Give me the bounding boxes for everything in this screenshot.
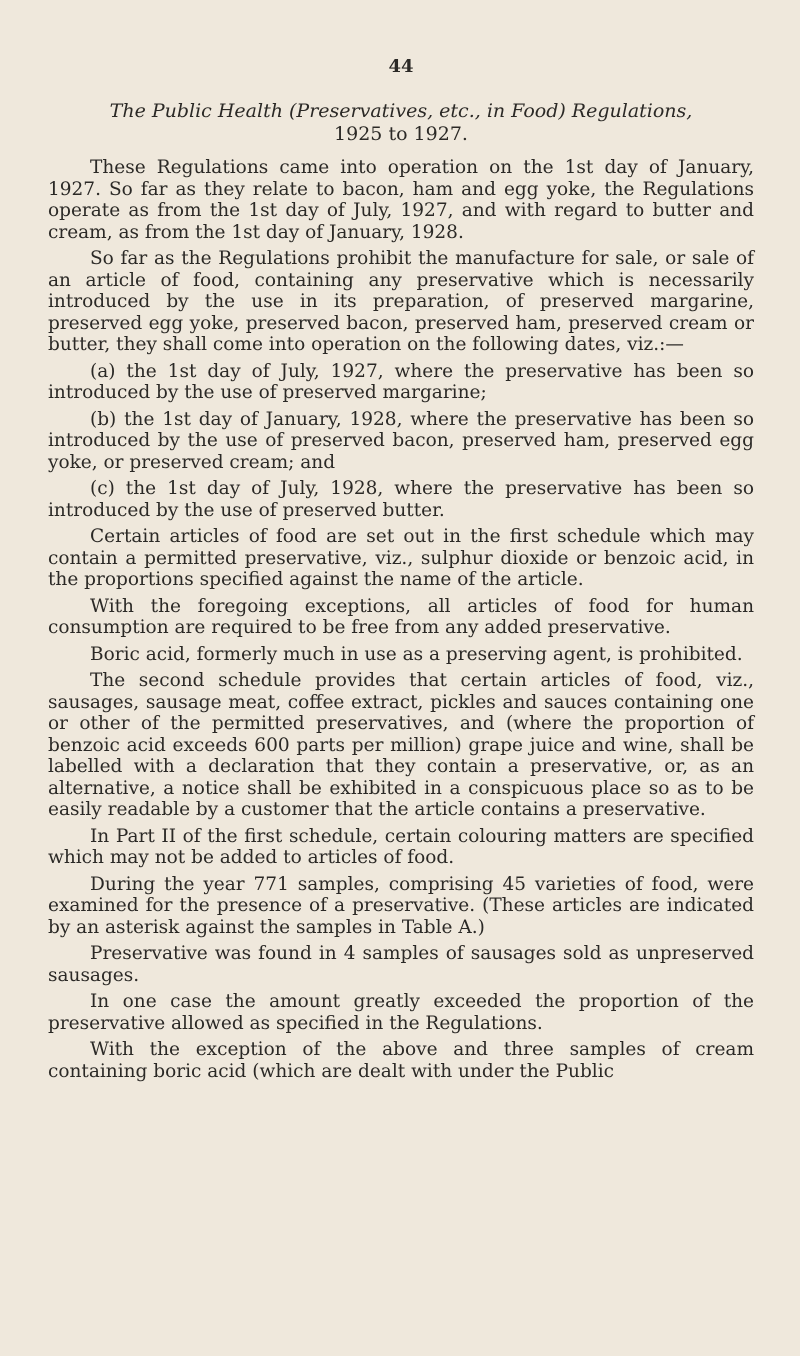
paragraph-item-b: (b) the 1st day of January, 1928, where the preservative has been so introduced by the use of preserved bacon, preserved ham, preserved egg yoke, or preserved cream; and [48, 408, 754, 473]
paragraph-boric-acid: Boric acid, formerly much in use as a preserving agent, is prohibited. [90, 643, 743, 665]
paragraph-operation-dates: These Regulations came into operation on the 1st day of January, 1927. So far as they relate to bacon, ham and egg yoke, the Regulations operate as from the 1st day of July, 1927, and with regard to butter and cream, as from the 1st day of January, 1928. [48, 157, 754, 243]
paragraph-preservative-found: Preservative was found in 4 samples of sausages sold as unpreserved sausages. [48, 943, 754, 986]
title-years: 1925 to 1927. [334, 123, 468, 145]
paragraph-samples-examined: During the year 771 samples, comprising 45 varieties of food, were examined for the presence of a preservative. (These articles are indicated by an asterisk against the samples in Table A.) [48, 873, 754, 938]
paragraph-second-schedule: The second schedule provides that certain articles of food, viz., sausages, sausage meat, coffee extract, pickles and sauces containing one or other of the permitted preservatives, and (where the proportion of benzoic acid exceeds 600 parts per million) grape juice and wine, shall be labelled with a declaration that they contain a preservative, or, as an alternative, a notice shall be exhibited in a conspicuous place so as to be easily readable by a customer that the article contains a preservative. [48, 670, 754, 820]
paragraph-item-c: (c) the 1st day of July, 1928, where the preservative has been so introduced by the use of preserved butter. [48, 478, 754, 521]
document-title [48, 100, 754, 146]
paragraph-cream-samples: With the exception of the above and three samples of cream containing boric acid (which are dealt with under the Public [48, 1039, 754, 1082]
title-main: The Public Health (Preservatives, etc., in Food) Regulations, [109, 100, 693, 122]
paragraph-first-schedule: Certain articles of food are set out in the first schedule which may contain a permitted preservative, viz., sulphur dioxide or benzoic acid, in the proportions specified against the name of the article. [48, 526, 754, 590]
paragraph-prohibition-dates: So far as the Regulations prohibit the manufacture for sale, or sale of an article of food, containing any preservative which is necessarily introduced by the use in its preparation, of preserved margarine, preserved egg yoke, preserved bacon, preserved ham, preserved cream or butter, they shall come into operation on the following dates, viz.:— [48, 248, 754, 355]
paragraph-exceptions: With the foregoing exceptions, all articles of food for human consumption are required to be free from any added preservative. [48, 595, 754, 638]
paragraph-item-a: (a) the 1st day of July, 1927, where the preservative has been so introduced by the use of preserved margarine; [48, 360, 754, 403]
paragraph-exceeded-case: In one case the amount greatly exceeded the proportion of the preservative allowed as specified in the Regulations. [48, 991, 754, 1034]
page-number: 44 [388, 56, 414, 77]
paragraph-colouring-matters: In Part II of the first schedule, certain colouring matters are specified which may not be added to articles of food. [48, 825, 754, 868]
